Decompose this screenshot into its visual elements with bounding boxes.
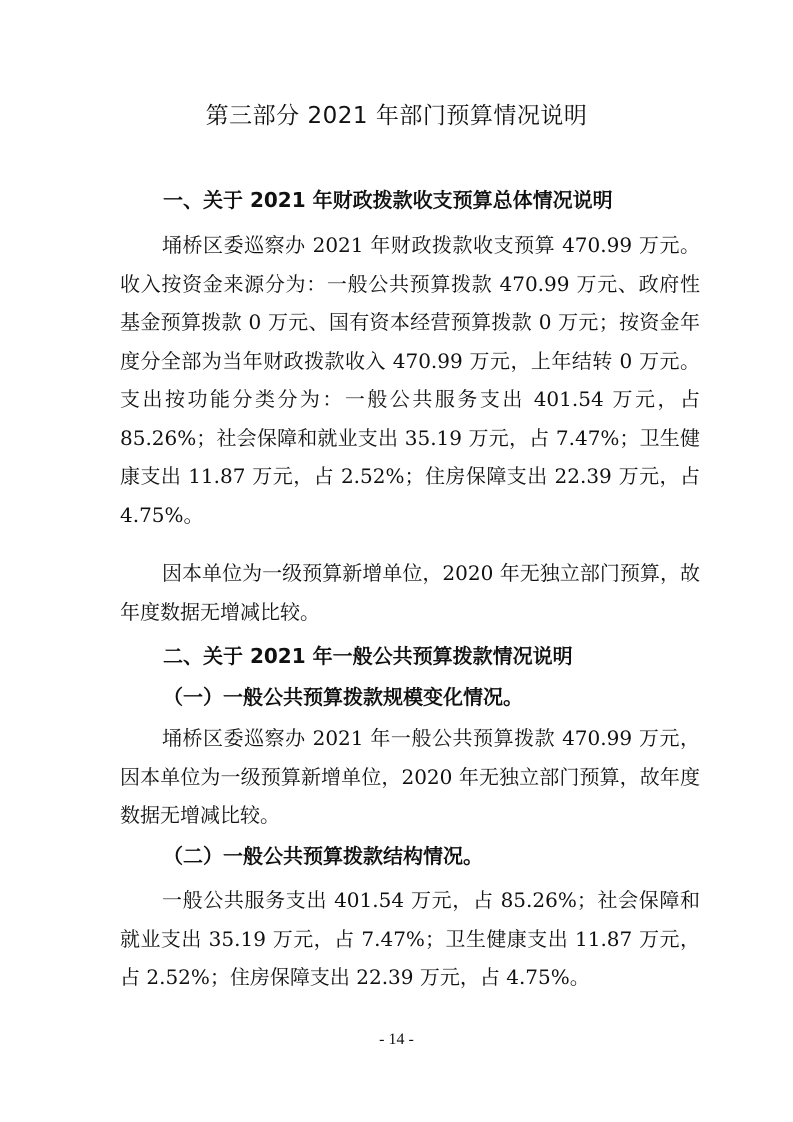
section2-heading: 二、关于 2021 年一般公共预算拨款情况说明 [163,644,573,668]
section2-paragraph-1: 埇桥区委巡察办 2021 年一般公共预算拨款 470.99 万元，因本单位为一级预算新增单位，2020 年无独立部门预算，故年度数据无增减比较。 [120,726,700,827]
section1-heading: 一、关于 2021 年财政拨款收支预算总体情况说明 [163,188,613,212]
section2-paragraph-2: 一般公共服务支出 401.54 万元，占 85.26%；社会保障和就业支出 35.19 万元，占 7.47%；卫生健康支出 11.87 万元，占 2.52%；住房保障支出 22.39 万元，占 4.75%。 [120,888,700,989]
page-number: - 14 - [379,1031,414,1048]
section2-subheading-2: （二）一般公共预算拨款结构情况。 [163,844,483,868]
section1-paragraph-2: 因本单位为一级预算新增单位，2020 年无独立部门预算，故年度数据无增减比较。 [120,561,700,624]
section2-subheading-1: （一）一般公共预算拨款规模变化情况。 [163,685,523,709]
page-title: 第三部分 2021 年部门预算情况说明 [205,103,588,129]
section1-paragraph-1: 埇桥区委巡察办 2021 年财政拨款收支预算 470.99 万元。收入按资金来源分为：一般公共预算拨款 470.99 万元、政府性基金预算拨款 0 万元、国有资本经营预算拨款 0 万元；按资金年度分全部为当年财政拨款收入 470.99 万元，上年结转 0 万元。支出按功能分类分为：一般公共服务支出 401.54 万元，占 85.26%；社会保障和就业支出 35.19 万元，占 7.47%；卫生健康支出 11.87 万元，占 2.52%；住房保障支出 22.39 万元，占 4.75%。 [120,233,700,527]
